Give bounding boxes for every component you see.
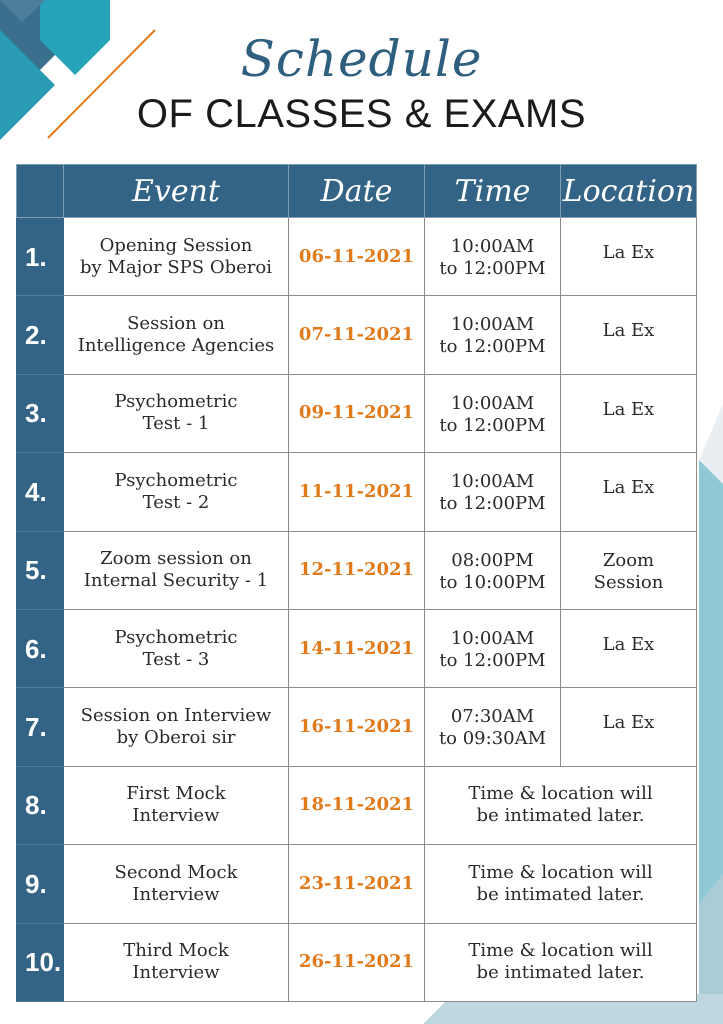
note-line: be intimated later. (476, 883, 645, 905)
date-cell: 07-11-2021 (289, 296, 425, 374)
event-line: Test - 3 (142, 648, 210, 670)
event-line: Session on (127, 313, 225, 335)
time-line: to 12:00PM (439, 493, 546, 515)
table-row (17, 296, 697, 374)
table-row (17, 609, 697, 687)
header-date: Date (289, 165, 425, 218)
table-row (17, 845, 697, 923)
event-line: Interview (132, 962, 220, 984)
schedule-title: Schedule (240, 30, 483, 88)
location-line: La Ex (602, 712, 655, 734)
location-line: Zoom (602, 549, 655, 571)
row-number: 5. (17, 531, 64, 609)
event-line: Test - 2 (142, 491, 210, 513)
location-line: La Ex (602, 398, 655, 420)
event-cell (64, 609, 289, 687)
date-cell: 11-11-2021 (289, 453, 425, 531)
event-cell (64, 218, 289, 296)
time-line: to 12:00PM (439, 414, 546, 436)
row-number: 2. (17, 296, 64, 374)
note-cell (425, 845, 697, 923)
location-cell (561, 688, 697, 766)
event-line: Opening Session (99, 234, 253, 256)
date-cell: 09-11-2021 (289, 374, 425, 452)
time-line: to 12:00PM (439, 336, 546, 358)
location-line: La Ex (602, 320, 655, 342)
note-cell (425, 766, 697, 844)
event-line: Interview (132, 883, 220, 905)
location-line: La Ex (602, 477, 655, 499)
time-cell (425, 296, 561, 374)
event-line: Second Mock (114, 861, 238, 883)
location-cell (561, 374, 697, 452)
event-cell (64, 766, 289, 844)
date-cell: 06-11-2021 (289, 218, 425, 296)
row-number: 1. (17, 218, 64, 296)
event-line: by Major SPS Oberoi (80, 256, 272, 278)
location-cell (561, 453, 697, 531)
event-line: Test - 1 (142, 413, 210, 435)
date-cell: 14-11-2021 (289, 609, 425, 687)
location-line: La Ex (602, 633, 655, 655)
event-line: Internal Security - 1 (83, 570, 269, 592)
time-line: to 12:00PM (439, 649, 546, 671)
table-row (17, 923, 697, 1001)
time-line: 10:00AM (450, 471, 535, 493)
time-line: 10:00AM (450, 314, 535, 336)
event-line: Intelligence Agencies (77, 335, 275, 357)
location-line: La Ex (602, 242, 655, 263)
event-cell (64, 688, 289, 766)
time-line: 07:30AM (450, 706, 535, 728)
time-cell (425, 609, 561, 687)
event-line: Zoom session on (100, 548, 252, 570)
event-line: Psychometric (114, 626, 238, 648)
time-cell (425, 531, 561, 609)
header-time: Time (425, 165, 561, 218)
event-cell (64, 296, 289, 374)
table-header-row (17, 165, 697, 218)
time-cell (425, 218, 561, 296)
row-number: 10. (17, 923, 64, 1001)
time-cell (425, 453, 561, 531)
time-cell (425, 374, 561, 452)
event-cell (64, 374, 289, 452)
time-line: to 09:30AM (438, 728, 547, 750)
row-number: 9. (17, 845, 64, 923)
event-cell (64, 531, 289, 609)
time-line: 08:00PM (451, 549, 534, 571)
location-cell (561, 296, 697, 374)
location-cell (561, 531, 697, 609)
event-cell (64, 923, 289, 1001)
note-line: be intimated later. (476, 962, 645, 984)
page-title: OF CLASSES & EXAMS (136, 92, 587, 136)
note-line: be intimated later. (476, 805, 645, 827)
event-cell (64, 453, 289, 531)
row-number: 8. (17, 766, 64, 844)
event-line: by Oberoi sir (116, 727, 236, 749)
schedule-table (16, 164, 697, 1002)
table-row (17, 688, 697, 766)
event-cell (64, 845, 289, 923)
table-row (17, 766, 697, 844)
time-line: to 10:00PM (439, 571, 546, 593)
date-cell: 12-11-2021 (289, 531, 425, 609)
time-line: 10:00AM (450, 627, 535, 649)
time-line: 10:00AM (450, 392, 535, 414)
header-event: Event (64, 165, 289, 218)
location-cell (561, 609, 697, 687)
note-cell (425, 923, 697, 1001)
event-line: Interview (132, 805, 220, 827)
location-cell (561, 218, 697, 296)
date-cell: 23-11-2021 (289, 845, 425, 923)
table-row (17, 453, 697, 531)
note-line: Time & location will (468, 861, 653, 883)
date-cell: 16-11-2021 (289, 688, 425, 766)
row-number: 3. (17, 374, 64, 452)
time-cell (425, 688, 561, 766)
date-cell: 26-11-2021 (289, 923, 425, 1001)
note-line: Time & location will (468, 783, 653, 805)
table-row (17, 531, 697, 609)
row-number: 4. (17, 453, 64, 531)
table-row (17, 374, 697, 452)
date-cell: 18-11-2021 (289, 766, 425, 844)
event-line: First Mock (126, 783, 226, 805)
row-number: 6. (17, 609, 64, 687)
time-line: to 12:00PM (439, 258, 546, 279)
table-row (17, 218, 697, 296)
header-location: Location (561, 165, 697, 218)
row-number: 7. (17, 688, 64, 766)
note-line: Time & location will (468, 940, 653, 962)
header-number (17, 165, 64, 218)
event-line: Psychometric (114, 469, 238, 491)
time-line: 10:00AM (450, 236, 535, 257)
event-line: Session on Interview (80, 705, 272, 727)
event-line: Psychometric (114, 391, 238, 413)
location-line: Session (593, 571, 664, 593)
event-line: Third Mock (123, 940, 229, 962)
